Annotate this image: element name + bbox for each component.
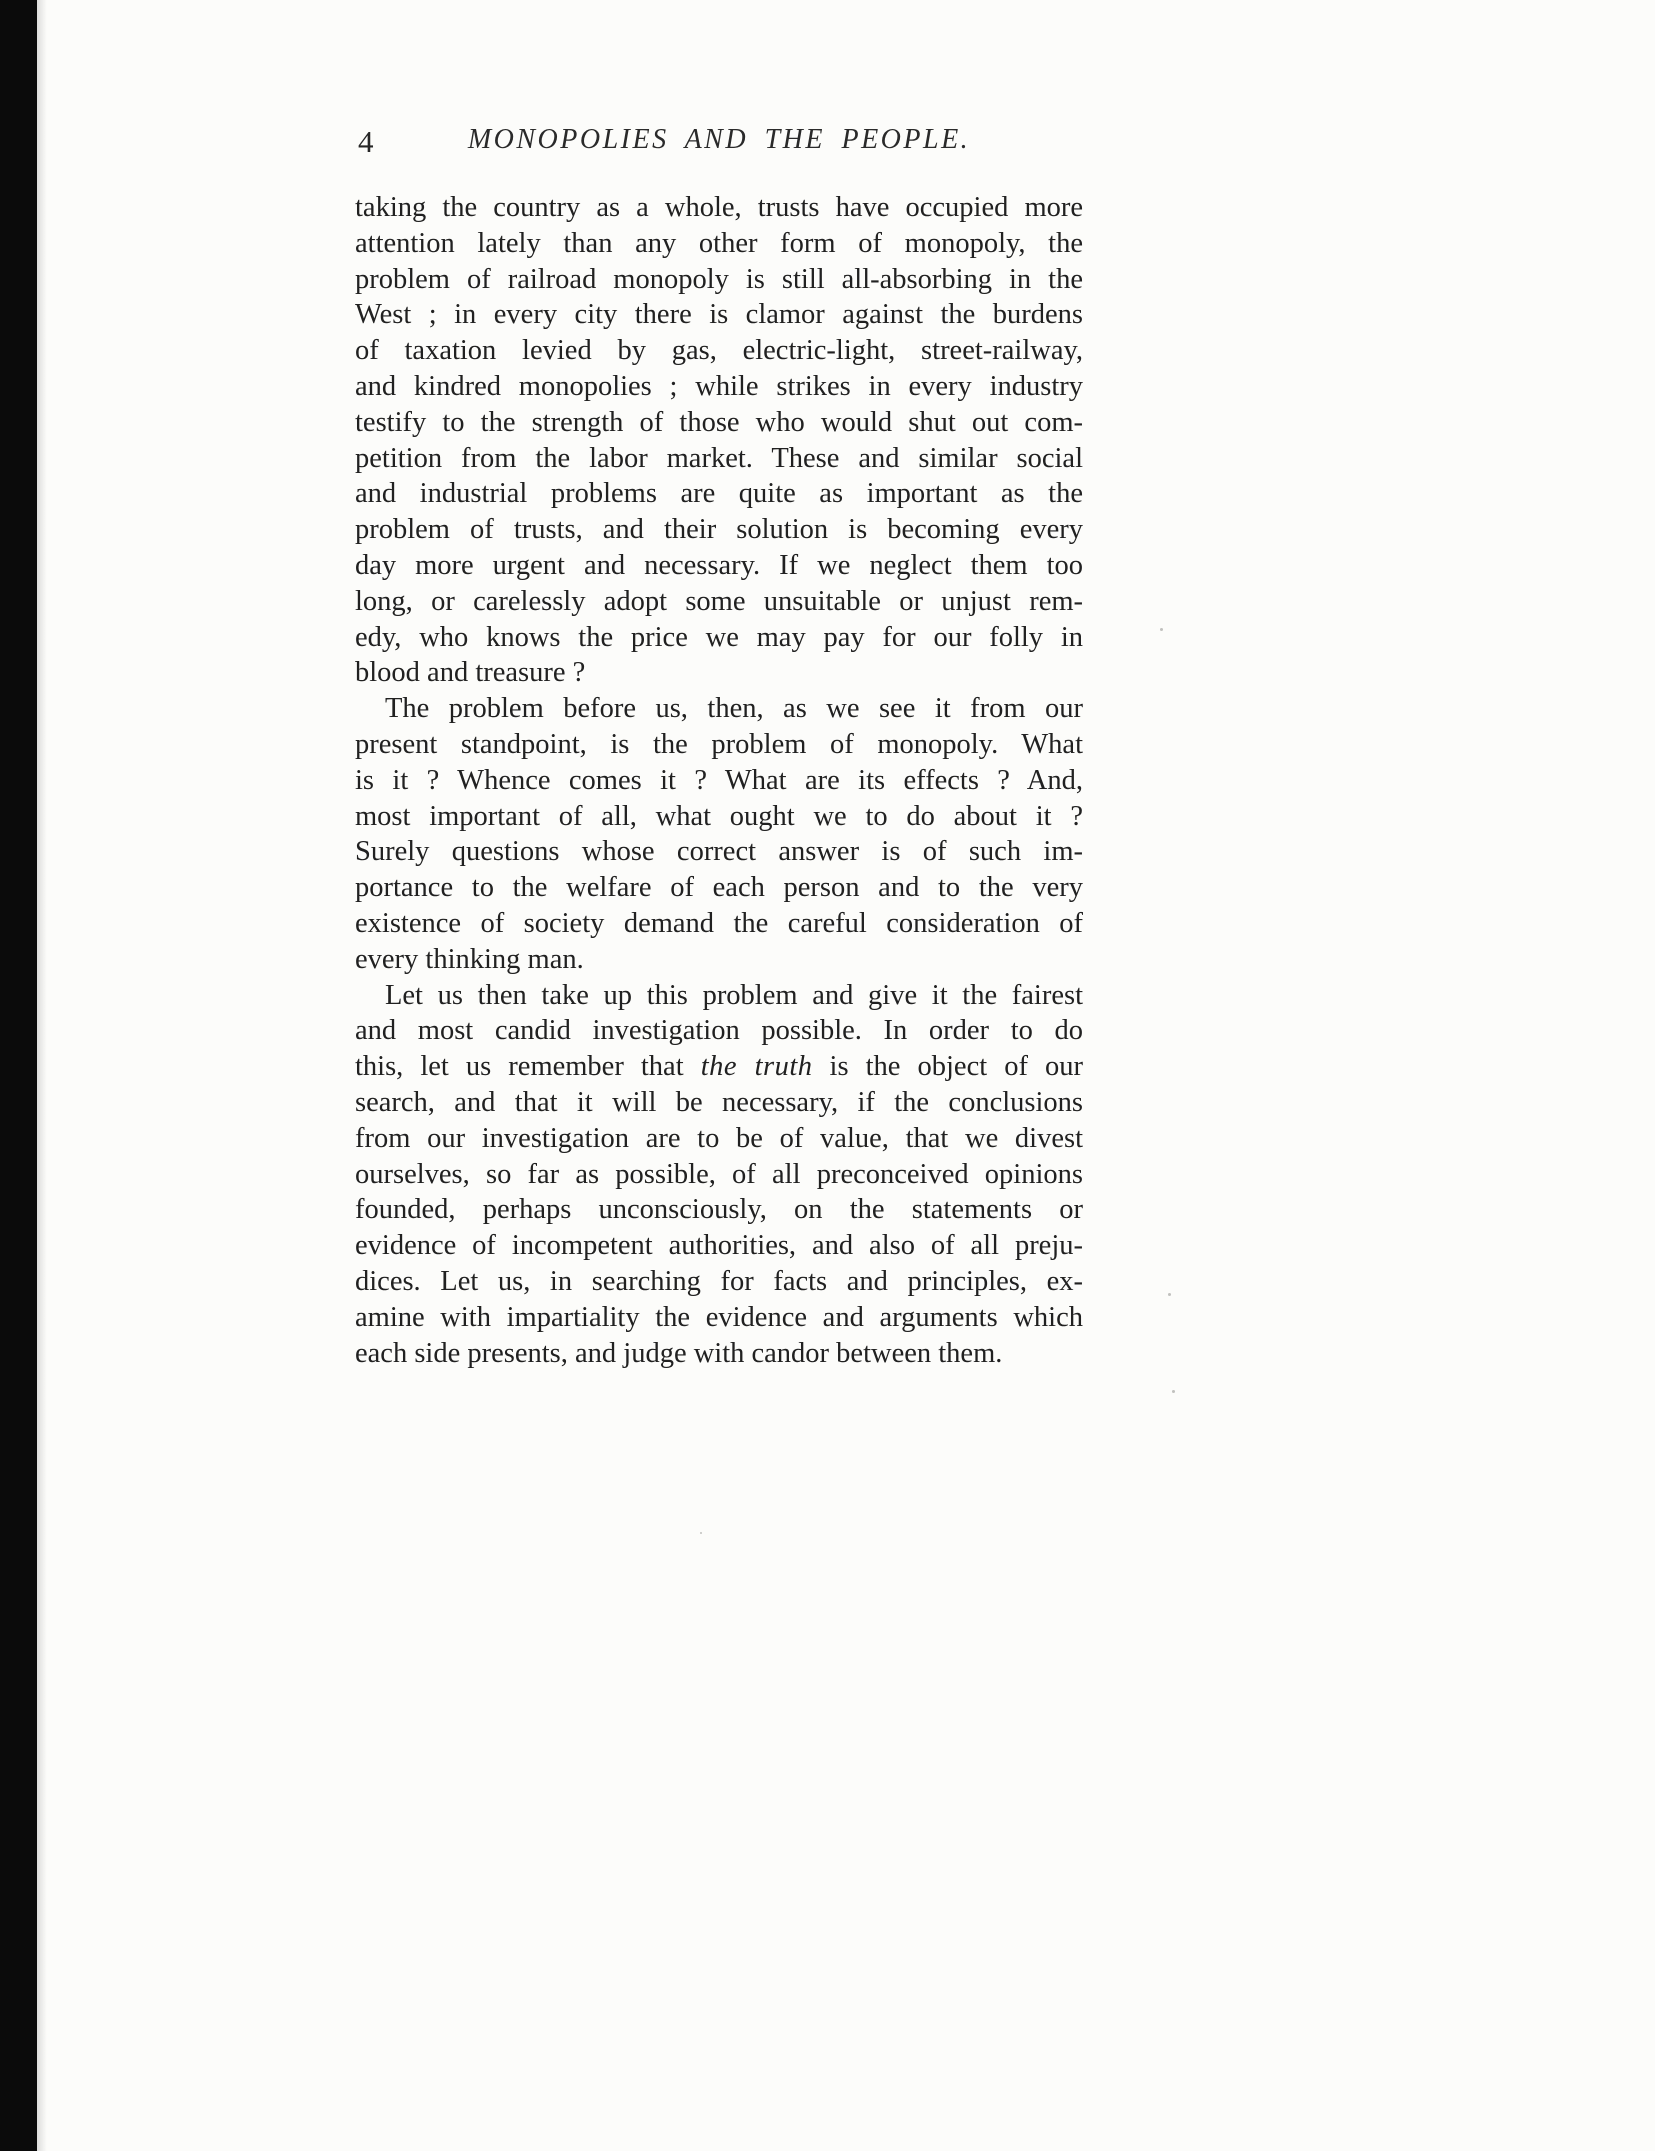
scan-speck <box>1172 1390 1175 1393</box>
text-line: testify to the strength of those who would shut out com- <box>355 406 1083 438</box>
text-line: from our investigation are to be of value, that we divest <box>355 1122 1083 1154</box>
paragraph <box>355 978 1083 1372</box>
text-line: and most candid investigation possible. In order to do <box>355 1015 1083 1047</box>
text-line: most important of all, what ought we to do about it ? <box>355 800 1083 832</box>
text-line: Surely questions whose correct answer is of such im- <box>355 836 1083 868</box>
text-line: The problem before us, then, as we see it from our <box>385 693 1083 725</box>
body-text <box>355 190 1083 1371</box>
text-line: of taxation levied by gas, electric-light, street-railway, <box>355 335 1083 367</box>
scan-speck <box>700 1532 702 1534</box>
text-line: West ; in every city there is clamor against the burdens <box>355 299 1083 331</box>
text-line: and kindred monopolies ; while strikes in every industry <box>355 370 1083 402</box>
text-line: is it ? Whence comes it ? What are its effects ? And, <box>355 764 1083 796</box>
text-line: problem of trusts, and their solution is becoming every <box>355 514 1083 546</box>
text-column <box>355 118 1083 1371</box>
text-line: founded, perhaps unconsciously, on the statements or <box>355 1194 1083 1226</box>
paragraph <box>355 190 1083 691</box>
text-line: amine with impartiality the evidence and arguments which <box>355 1301 1083 1333</box>
scan-speck <box>1168 1293 1171 1296</box>
text-line: search, and that it will be necessary, if the conclusions <box>355 1086 1083 1118</box>
text-line: petition from the labor market. These and similar social <box>355 442 1083 474</box>
text-line: this, let us remember that the truth is the object of our <box>355 1051 1083 1083</box>
page-header <box>355 118 1083 162</box>
text-line: attention lately than any other form of monopoly, the <box>355 227 1083 259</box>
text-line: edy, who knows the price we may pay for our folly in <box>355 621 1083 653</box>
page-number: 4 <box>358 124 375 159</box>
text-line: evidence of incompetent authorities, and also of all preju- <box>355 1230 1083 1262</box>
text-line: and industrial problems are quite as important as the <box>355 478 1083 510</box>
text-line: ourselves, so far as possible, of all preconceived opinions <box>355 1158 1083 1190</box>
text-line: portance to the welfare of each person and to the very <box>355 872 1083 904</box>
text-line: problem of railroad monopoly is still all-absorbing in the <box>355 263 1083 295</box>
scan-edge-shadow <box>37 0 47 2151</box>
scan-speck <box>1160 628 1163 631</box>
text-line: taking the country as a whole, trusts have occupied more <box>355 192 1083 223</box>
scan-edge-artifact <box>0 0 37 2151</box>
text-line: blood and treasure ? <box>355 657 586 689</box>
text-line: every thinking man. <box>355 943 584 975</box>
text-line: existence of society demand the careful consideration of <box>355 907 1083 939</box>
text-line: present standpoint, is the problem of monopoly. What <box>355 728 1083 760</box>
text-line: long, or carelessly adopt some unsuitable or unjust rem- <box>355 585 1083 617</box>
text-line: Let us then take up this problem and give it the fairest <box>385 979 1083 1011</box>
text-line: each side presents, and judge with candor between them. <box>355 1337 1003 1369</box>
text-line: dices. Let us, in searching for facts and principles, ex- <box>355 1265 1083 1297</box>
running-header: MONOPOLIES AND THE PEOPLE. <box>467 124 971 155</box>
text-line: day more urgent and necessary. If we neglect them too <box>355 549 1083 581</box>
paragraph <box>355 691 1083 977</box>
